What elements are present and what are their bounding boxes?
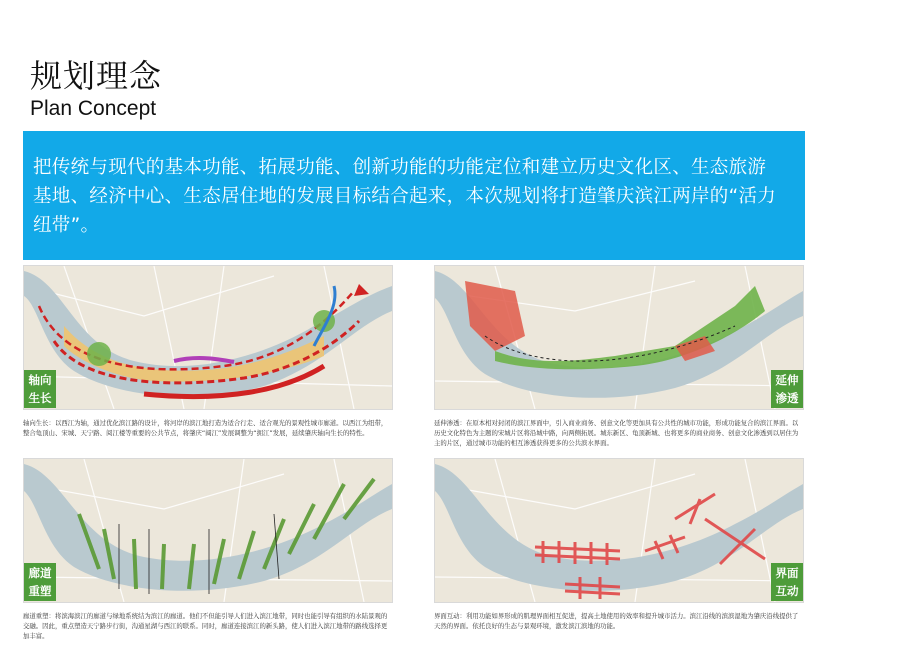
- caption-interface-interaction: 界面互动：利用功能如界形成的肌理界面相互促进，提高土地使用的效率和提升城市活力。滨江沿线的滨滨湿地为肇庆沿线提供了天然的界面。依托良好的生态与景观环境，激发滨江滨地的功能。: [434, 612, 799, 630]
- tag-axial-growth: [24, 370, 56, 408]
- page-title: 规划理念: [30, 57, 163, 95]
- concept-banner: 把传统与现代的基本功能、拓展功能、创新功能的功能定位和建立历史文化区、生态旅游基地、经济中心、生态居住地的发展目标结合起来，本次规划将打造肇庆滨江两岸的“活力纽带”。: [23, 131, 805, 260]
- map-axial-growth: [23, 265, 393, 410]
- map-graphic: [435, 459, 803, 602]
- map-interface-interaction: [434, 458, 804, 603]
- tag-line-1: 轴向: [28, 373, 52, 387]
- caption-axial-growth: 轴向生长：以西江为轴，通过优化滨江路的设计，将河岸的滨江地打造为适合行走、适合观光的景观性城市廊道。以西江为纽带，整合龟顶山、宋城、天宁路、阅江楼等重要的公共节点，将肇庆“阔江”发展调整为“拥江”发展，延续肇庆轴向生长的特性。: [23, 419, 388, 437]
- map-corridor-reshape: [23, 458, 393, 603]
- tag-line-2: 重塑: [28, 584, 52, 598]
- panel-axial-growth: [23, 265, 393, 455]
- tag-interface-interaction: [771, 563, 803, 601]
- tag-line-1: 延伸: [775, 373, 799, 387]
- map-graphic: [435, 266, 803, 409]
- tag-line-2: 生长: [28, 391, 52, 405]
- tag-extension-infiltration: [771, 370, 803, 408]
- map-extension-infiltration: [434, 265, 804, 410]
- caption-corridor-reshape: 廊道重塑：将滨海滨江的廊道与绿地系统结为滨江的廊道。他们不但能引导人们进入滨江地带，同时也能引导有组织的水陆景观的交融。因此，重点塑造天宁路步行街，沟通星湖与西江的联系。同时，廊道连接滨江的新头路，使人们进入滨江地带的路线选择更加丰富。: [23, 612, 388, 640]
- panel-interface-interaction: [434, 458, 804, 648]
- panel-corridor-reshape: [23, 458, 393, 648]
- map-graphic: [24, 266, 392, 409]
- caption-extension-infiltration: 延伸渗透：在原本相对封闭的滨江界面中，引入商业商务、创意文化等更加具有公共性的城市功能，形成功能复合的滨江界面。以历史文化特色为主题的宋城片区将沿城中路，向两侧拓展。城东新区、龟顶新城、也将更多的商业商务、创意文化渗透到以居住为主的片区，通过城市功能的相互渗透获得更多的公共滨水界面。: [434, 419, 799, 447]
- tag-line-2: 互动: [775, 584, 799, 598]
- panel-extension-infiltration: [434, 265, 804, 455]
- tag-corridor-reshape: [24, 563, 56, 601]
- page-subtitle: Plan Concept: [30, 97, 157, 120]
- tag-line-1: 廊道: [28, 566, 52, 580]
- tag-line-1: 界面: [775, 566, 799, 580]
- map-graphic: [24, 459, 392, 602]
- tag-line-2: 渗透: [775, 391, 799, 405]
